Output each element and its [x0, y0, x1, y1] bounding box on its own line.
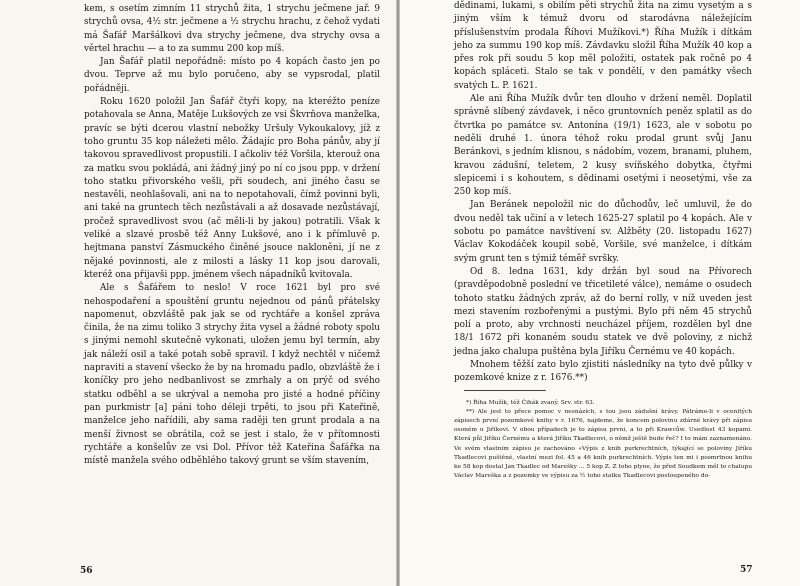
paragraph: Jan Beránek nepoložil nic do důchodův, leč umluvil, že do dvou neděl tak učiní a v letech 1625-27 splatil po 4 kopách. Ale v sobotu po památce navštívení sv. Alžběty (20. listopadu 1627) Václav Kokodáček koupil sobě, Voršile, své manželce, i dítkám svým grunt ten s týmiž téměř svršky. [454, 200, 752, 264]
paragraph: Jan Šafář platil nepořádně: místo po 4 kopách často jen po dvou. Teprve až mu bylo poručeno, aby se vypsrodal, platil pořádněji. [84, 57, 380, 94]
right-page-text [454, 0, 752, 481]
paragraph: Roku 1620 položil Jan Šafář čtyři kopy, na kteréžto peníze potahovala se Anna, Matěje Lukšových ze vsi Škvrňova manželka, pravíc se býti dcerou vlastní nebožky Uršuly Vykoukalovy, jíž z toho gruntu 35 kop náležeti mělo. Žádajíc pro Boha pánův, aby jí takovou spravedlivost propustili. I ačkoliv též Voršila, kterouž ona za matku svou pokládá, ani žádný jiný po ní co jsou ppp. v držení toho statku přivorského vešli, při soudech, ani jiného času se nestavěli, neohlašovali, ani na to nepotahovali, čímž povinni byli, ani také na gruntech těch nezůstávali a až dosavade nezůstávají, pročež spravedlivost svou (ač měli-li by jakou) potratili. Však k veliké a slzavé prosbě též Anny Lukšové, ano i k přímluvě p. hejtmana panství Zásmuckého činěné jsouce nakloněni, jí ne z nějaké povinnosti, ale z milosti a lásky 11 kop jsou darovali, kteréž ona přijavši ppp. jménem všech nápadníků kvitovala. [84, 97, 380, 280]
paragraph: dědinami, lukami, s obilím pěti strychů žita na zimu vysetým a s jiným vším k témuž dvoru od starodávna náležejícím příslušenstvím prodala Říhovi Mužíkovi.*) Říha Mužík i dítkám jeho za summu 190 kop míš. Závdavku složil Říha Mužík 40 kop a přes rok při soudu 5 kop měl položiti, ostatek pak ročně po 4 kopách spláceti. Stalo se tak v pondělí, v den památky všech svatých L. P. 1621. [454, 1, 752, 91]
footnotes [454, 399, 752, 482]
footnote: *) Říha Mužík, též Čihák zvaný. Srv. str. 63. [466, 399, 595, 406]
paragraph: Ale s Šafářem to neslo! V roce 1621 byl pro své nehospodaření a spouštění gruntu nejednou od pánů přátelsky napomenut, obzvláště pak jak se od rychtáře a konšel zpráva činila, že na zimu toliko 3 strychy žita vysel a žádné roboty spolu s jinými nemohl skutečně vykonati, uložen jemu byl termín, aby jak náleží osil a také potah sobě spravil. I když nechtěl v ničemž napraviti a stavení všecko že by na hromadu padlo, obzvláště že i koníčky pro jeho nedbanlivost se zmrhaly a on prýč od svého statku odběhl a se ukrýval a nemoha pro jisté a hodné příčiny pan purkmistr [a] páni toho déleji trpěti, to jsou při Kateřině, manželce jeho nařídili, aby sama raději ten grunt prodala a na menší živnost se obrátila, což se jest i stalo, že v přítomnosti rychtáře a konšelův ze vsi Dol. Přívor též Kateřina Šafářka na místě manžela svého odběhlého takový grunt se vším stavením, [84, 283, 380, 467]
left-page [0, 0, 396, 586]
paragraph: Ale ani Říha Mužík dvůr ten dlouho v držení neměl. Doplatil správně slíbený závdavek, i něco gruntovních peněz splatil as do čtvrtka po památce sv. Antonína (19/1) 1623, ale v sobotu po neděli druhé 1. února téhož roku prodal grunt svůj Janu Beránkovi, s jedním klisnou, s nádobím, vozem, branami, pluhem, kravou zádušní, teletem, 2 kusy svíňského dobytka, čtyřmi slepicemi i s kohoutem, s dědinami osetými i neosetými, vše za 250 kop míš. [454, 94, 752, 198]
footnote-rule [464, 390, 546, 391]
paragraph: Od 8. ledna 1631, kdy držán byl soud na Přívorech (pravděpodobně poslední ve třicetileté válce), nemáme o osudech tohoto statku žádných zpráv, až do berní rolly, v níž uveden jest mezi stavením rozbořenými a pustými. Bylo při něm 45 strychů polí a proto, aby vrchnosti neucházel příjem, rozdělen byl dne 18/1 1672 při konaném soudu statek ve dvě poloviny, z nichž jedna jako chalupa puštěna byla Jiříku Černému ve 40 kopách. [454, 266, 752, 357]
paragraph: Mnohem těžší zato bylo zjistiti následníky na tyto dvě půlky v pozemkové knize z r. 1676.**) [454, 360, 752, 384]
paragraph: kem, s osetím zimním 11 strychů žita, 1 strychu ječmene jař. 9 strychů ovsa, 4½ str. ječmene a ½ strychu hrachu, z čehož vydati má Šafář Maršálkovi dva strychy ječmene, dva strychy ovsa a věrtel hrachu — a to za summu 200 kop míš. [84, 4, 380, 54]
page-number-left: 56 [80, 566, 93, 576]
footnote: **) Ale jest to přece pomoc v nesnázích, s tou jsou zádušní krávy. Pátráme-li v ocenitých zápisech první pozemkové knihy v r. 1676, najdeme, že koncem polovinu zdárné krávy při zápisu osoném u Jiříkovi. V obou případech je to zápisu prvni, a to při Krawcůw. Usedlost 43 kopami. Která půl Jiříku Černému a která Jiříku Tkadlecovi, o němž ještě bude řeč? I to mám zaznamenáno. Ve svém vlastním zápisu je zachováno «Výpis z knih purkrechtních, týkající se poloviny Jiříku Tkadlecovi puštěné, vlastní mezi fol. 45 a 46 knih purkrechtních. Výpis ten mi i posmrtnou knihu ke 58 kop dostal Jan Tkadlec od Marešky ... 5 kop Z. Z toho plyne, že před Soudkem měl to chalupu Václav Mareška a z pozemky ve výpisu za ½ toho statku Tkadlecovi postoupeného do- [454, 408, 752, 480]
page-number-right: 57 [740, 565, 753, 575]
left-page-text [84, 3, 380, 468]
right-page [400, 0, 800, 586]
